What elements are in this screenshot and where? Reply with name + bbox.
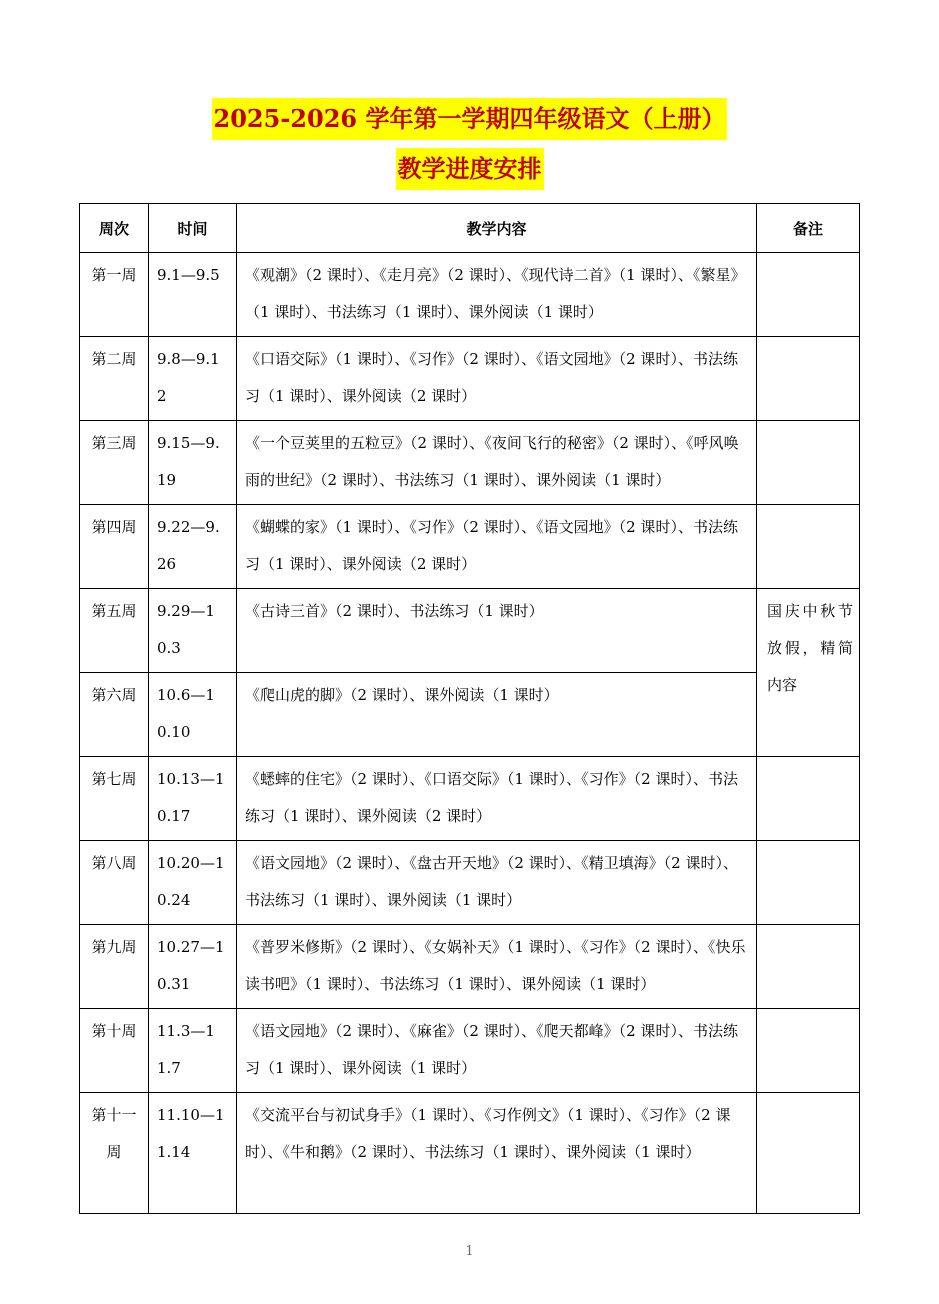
content-cell: 《普罗米修斯》（2 课时）、《女娲补天》（1 课时）、《习作》（2 课时）、《快乐读书吧》（1 课时）、书法练习（1 课时）、课外阅读（1 课时） xyxy=(237,925,757,1009)
content-cell: 《语文园地》（2 课时）、《盘古开天地》（2 课时）、《精卫填海》（2 课时）、书法练习（1 课时）、课外阅读（1 课时） xyxy=(237,841,757,925)
document-subtitle: 教学进度安排 xyxy=(396,148,544,190)
table-row xyxy=(80,841,860,925)
table-row xyxy=(80,757,860,841)
week-cell: 第三周 xyxy=(80,421,149,505)
table-row xyxy=(80,925,860,1009)
table-row xyxy=(80,505,860,589)
note-cell xyxy=(757,1093,860,1214)
time-cell: 10.27—10.31 xyxy=(149,925,237,1009)
note-cell xyxy=(757,253,860,337)
time-cell: 10.6—10.10 xyxy=(149,673,237,757)
note-cell xyxy=(757,505,860,589)
table-header-row xyxy=(80,204,860,253)
content-cell: 《爬山虎的脚》（2 课时）、课外阅读（1 课时） xyxy=(237,673,757,757)
week-cell: 第九周 xyxy=(80,925,149,1009)
week-cell: 第七周 xyxy=(80,757,149,841)
header-note: 备注 xyxy=(757,204,860,253)
header-time: 时间 xyxy=(149,204,237,253)
content-cell: 《蟋蟀的住宅》（2 课时）、《口语交际》（1 课时）、《习作》（2 课时）、书法练习（1 课时）、课外阅读（2 课时） xyxy=(237,757,757,841)
schedule-table xyxy=(79,203,860,1214)
time-cell: 10.20—10.24 xyxy=(149,841,237,925)
week-cell: 第二周 xyxy=(80,337,149,421)
time-cell: 11.3—11.7 xyxy=(149,1009,237,1093)
week-cell: 第四周 xyxy=(80,505,149,589)
content-cell: 《蝴蝶的家》（1 课时）、《习作》（2 课时）、《语文园地》（2 课时）、书法练习（1 课时）、课外阅读（2 课时） xyxy=(237,505,757,589)
note-cell xyxy=(757,757,860,841)
note-cell xyxy=(757,421,860,505)
title-line-2-wrap xyxy=(0,148,939,190)
page-number: 1 xyxy=(465,1244,474,1259)
time-cell: 11.10—11.14 xyxy=(149,1093,237,1214)
note-cell xyxy=(757,925,860,1009)
note-cell xyxy=(757,841,860,925)
table-row xyxy=(80,1009,860,1093)
week-cell: 第一周 xyxy=(80,253,149,337)
note-cell xyxy=(757,1009,860,1093)
title-line-1-wrap xyxy=(0,98,939,140)
week-cell: 第十周 xyxy=(80,1009,149,1093)
note-cell xyxy=(757,337,860,421)
content-cell: 《观潮》（2 课时）、《走月亮》（2 课时）、《现代诗二首》（1 课时）、《繁星》（1 课时）、书法练习（1 课时）、课外阅读（1 课时） xyxy=(237,253,757,337)
time-cell: 10.13—10.17 xyxy=(149,757,237,841)
week-cell: 第八周 xyxy=(80,841,149,925)
table-row xyxy=(80,337,860,421)
time-cell: 9.1—9.5 xyxy=(149,253,237,337)
content-cell: 《古诗三首》（2 课时）、书法练习（1 课时） xyxy=(237,589,757,673)
time-cell: 9.8—9.12 xyxy=(149,337,237,421)
table-row xyxy=(80,589,860,673)
header-content: 教学内容 xyxy=(237,204,757,253)
content-cell: 《交流平台与初试身手》（1 课时）、《习作例文》（1 课时）、《习作》（2 课时）、《牛和鹅》（2 课时）、书法练习（1 课时）、课外阅读（1 课时） xyxy=(237,1093,757,1214)
content-cell: 《口语交际》（1 课时）、《习作》（2 课时）、《语文园地》（2 课时）、书法练习（1 课时）、课外阅读（2 课时） xyxy=(237,337,757,421)
table-row xyxy=(80,421,860,505)
week-cell: 第五周 xyxy=(80,589,149,673)
header-week: 周次 xyxy=(80,204,149,253)
time-cell: 9.29—10.3 xyxy=(149,589,237,673)
time-cell: 9.15—9.19 xyxy=(149,421,237,505)
holiday-note-cell: 国庆中秋节放假，精简内容 xyxy=(757,589,860,757)
table-row xyxy=(80,673,860,757)
table-row xyxy=(80,1093,860,1214)
document-title: 2025-2026 学年第一学期四年级语文（上册） xyxy=(212,98,728,140)
week-cell: 第六周 xyxy=(80,673,149,757)
time-cell: 9.22—9.26 xyxy=(149,505,237,589)
content-cell: 《语文园地》（2 课时）、《麻雀》（2 课时）、《爬天都峰》（2 课时）、书法练习（1 课时）、课外阅读（1 课时） xyxy=(237,1009,757,1093)
week-cell: 第十一周 xyxy=(80,1093,149,1214)
table-row xyxy=(80,253,860,337)
content-cell: 《一个豆荚里的五粒豆》（2 课时）、《夜间飞行的秘密》（2 课时）、《呼风唤雨的世纪》（2 课时）、书法练习（1 课时）、课外阅读（1 课时） xyxy=(237,421,757,505)
